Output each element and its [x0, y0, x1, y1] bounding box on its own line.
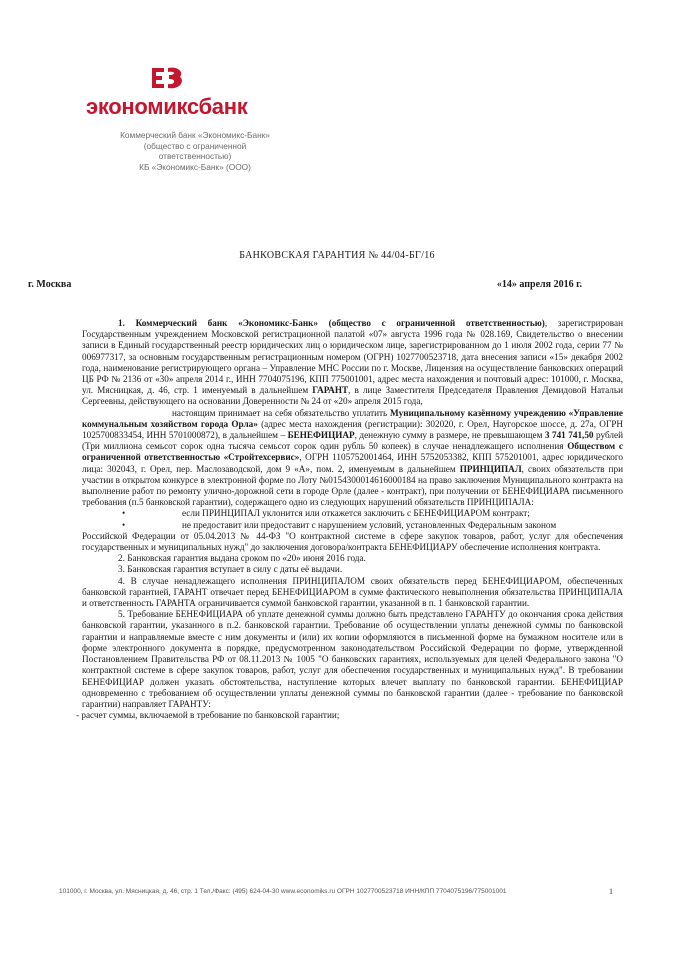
bullet-icon: •	[122, 519, 126, 530]
p2-text-b: (адрес места нахождения (регистрации): 302020, г. Орел, Наугорское шоссе, д. 27а, ОГРН 1025700833454, ИНН 5701000872), в дальнейшем –	[82, 418, 623, 441]
p2-beneficiary: БЕНЕФИЦИАР	[287, 430, 355, 441]
document-title: БАНКОВСКАЯ ГАРАНТИЯ № 44/04-БГ/16	[239, 250, 435, 261]
document-city: г. Москва	[28, 279, 72, 290]
list-item-bullet-1	[82, 508, 623, 519]
paragraph-5: 5. Требование БЕНЕФИЦИАРА об уплате денежной суммы должно быть представлено ГАРАНТУ до окончания срока действия банковской гарантии, указанного в п.2. банковской гарантии. Требование об осуществлении уплаты денежной суммы по банковской гарантии и направляемые вместе с ним документы и (или) их копии оформляются в письменной форме на бумажном носителе или в форме электронного документа в порядке, предусмотренном законодательством Российской Федерации по форме, утвержденной Постановлением Правительства РФ от 08.11.2013 № 1005 "О банковских гарантиях, используемых для целей Федерального закона "О контрактной системе в сфере закупок товаров, работ, услуг для обеспечения государственных и муниципальных нужд". В требовании БЕНЕФИЦИАР должен указать обстоятельства, наступление которых влечет выплату по банковской гарантии. БЕНЕФИЦИАР одновременно с требованием об осуществлении уплаты денежной суммы по банковской гарантии (далее - требование по банковской гарантии) направляет ГАРАНТУ:	[82, 609, 623, 709]
p1-bank-name: Коммерческий банк «Экономикс-Банк» (общество с ограниченной ответственностью)	[135, 318, 545, 328]
p1-number: 1.	[118, 318, 125, 328]
bank-info-line: (общество с ограниченной ответственностью)	[143, 140, 247, 161]
p2-text-c: , денежную сумму в размере, не превышающем	[354, 430, 545, 441]
paragraph-2-term: 2. Банковская гарантия выдана сроком по «20» июня 2016 года.	[118, 553, 366, 564]
p1-text-a: , зарегистрирован Государственным учреждением Московской регистрационной палатой «07» августа 1996 года № 028.169, Свидетельство о внесении записи в Единый государственный реестр юридических лиц о юридическом лице, зарегистрированном до 1 июля 2002 года, серии 77 № 006977317, за основным государственным регистрационным номером (ОГРН) 1027700523718, дата внесения записи «15» декабря 2002 года, наименование регистрирующего органа – Управление МНС России по г. Москве, Лицензия на осуществление банковских операций ЦБ РФ № 2136 от «30» апреля 2014 г., ИНН 7704075196, КПП 775001001, адрес места нахождения и почтовый адрес: 101000, г. Москва, ул. Мясницкая, д. 46, стр. 1 именуемый в дальнейшем	[82, 318, 623, 396]
p1-text-b: , в лице Заместителя Председателя Правления Демидовой Натальи Сергеевны, действующего на основании Доверенности № 24 от «20» апреля 2015 года,	[82, 385, 623, 407]
p2-text-f: , своих обязательств при участии в открытом конкурсе в электронной форме по Лоту №0154300014616000184 на право заключения Муниципального контракта на выполнение работ по ремонту улично-дорожной сети в городе Орле (далее - контракт), при получении от БЕНЕФИЦИАРА письменного требования (п.5 банковской гарантии), содержащего одно из следующих нарушений обязательств ПРИНЦИПАЛА:	[82, 463, 623, 508]
bank-logo-text: экономиксбанк	[86, 94, 248, 119]
bullet-2-text-b: Российской Федерации от 05.04.2013 № 44-ФЗ "О контрактной системе в сфере закупок товаров, работ, услуг для обеспечения государственных и муниципальных нужд" до заключения договора/контракта БЕНЕФИЦИАРУ обеспечение исполнения контракта.	[82, 530, 623, 553]
p2-beneficiary-name: Муниципальному казённому учреждению «Управление коммунальным хозяйством города Орла»	[82, 407, 623, 429]
bank-info-line: КБ «Экономикс-Банк» (ООО)	[139, 161, 251, 172]
p2-text-e: , ОГРН 1105752001464, ИНН 5752053382, КПП 575201001, адрес юридического лица: 302043, г. Орел, пер. Маслозаводской, дом 9 «А», пом. 2, именуемым в дальнейшем	[82, 452, 623, 474]
paragraph-3-start: 3. Банковская гарантия вступает в силу с даты её выдачи.	[118, 564, 343, 575]
paragraph-5-item: - расчет суммы, включаемой в требование по банковской гарантии;	[76, 710, 340, 721]
p1-garant: ГАРАНТ	[312, 385, 349, 396]
paragraph-1	[82, 318, 623, 408]
bullet-2-text-a: не предоставит или предоставит с нарушением условий, установленных Федеральным законом	[182, 519, 557, 530]
footer-contacts: 101000, г. Москва, ул. Мясницкая, д. 46, стр. 1 Тел./Факс: (495) 624-04-30 www.economiks.ru ОГРН 1027700523718 ИНН/КПП 7704075196/775001001	[59, 888, 507, 895]
bullet-1-text: если ПРИНЦИПАЛ уклонится или откажется заключить с БЕНЕФИЦИАРОМ контракт;	[182, 508, 530, 519]
p2-principal: ПРИНЦИПАЛ	[459, 463, 522, 474]
p2-sum: 3 741 741,50	[544, 430, 594, 441]
bank-info	[110, 130, 280, 172]
list-item-bullet-2	[82, 520, 623, 531]
p2-text-d: рублей (Три миллиона семьсот сорок одна тысяча семьсот сорок один рубль 50 копеек) в случае ненадлежащего исполнения	[82, 430, 623, 452]
paragraph-obligation	[82, 408, 623, 509]
p2-text-a: настоящим принимает на себя обязательство уплатить	[172, 407, 391, 418]
bank-info-line: Коммерческий банк «Экономикс-Банк»	[120, 130, 270, 140]
bank-logo-icon	[148, 64, 188, 92]
document-date: «14» апреля 2016 г.	[496, 279, 582, 290]
paragraph-4: 4. В случае ненадлежащего исполнения ПРИНЦИПАЛОМ своих обязательств перед БЕНЕФИЦИАРОМ, обеспеченных банковской гарантией, ГАРАНТ отвечает перед БЕНЕФИЦИАРОМ в сумме фактического невыполнения обязательства ПРИНЦИПАЛА и ответственность ГАРАНТА ограничивается суммой банковской гарантии, указанной в п. 1 банковской гарантии.	[82, 575, 623, 609]
page-number: 1	[609, 887, 613, 896]
document-body	[76, 318, 623, 721]
p2-principal-name: Обществом с ограниченной ответственностью «Стройтехсервис»	[82, 441, 623, 463]
bullet-icon: •	[122, 508, 126, 519]
